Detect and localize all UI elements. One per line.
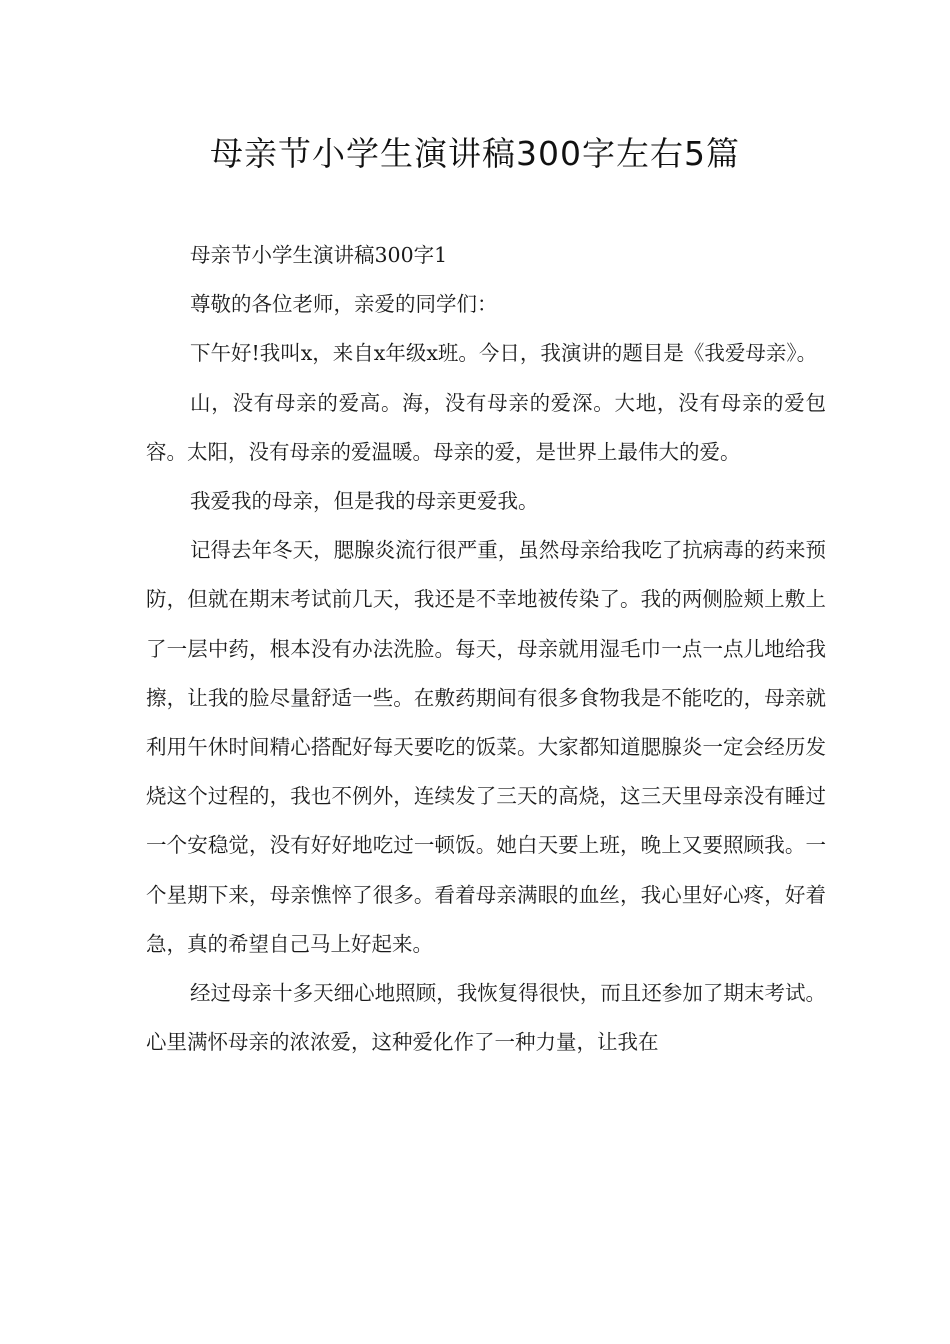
paragraph-story: 记得去年冬天，腮腺炎流行很严重，虽然母亲给我吃了抗病毒的药来预防，但就在期末考试前几天，我还是不幸地被传染了。我的两侧脸颊上敷上了一层中药，根本没有办法洗脸。每天，母亲就用湿毛巾一点一点儿地给我擦，让我的脸尽量舒适一些。在敷药期间有很多食物我是不能吃的，母亲就利用午休时间精心搭配好每天要吃的饭菜。大家都知道腮腺炎一定会经历发烧这个过程的，我也不例外，连续发了三天的高烧，这三天里母亲没有睡过一个安稳觉，没有好好地吃过一顿饭。她白天要上班，晚上又要照顾我。一个星期下来，母亲憔悴了很多。看着母亲满眼的血丝，我心里好心疼，好着急，真的希望自己马上好起来。: [146, 538, 826, 956]
paragraph-recovery: 经过母亲十多天细心地照顾，我恢复得很快，而且还参加了期末考试。心里满怀母亲的浓浓爱，这种爱化作了一种力量，让我在: [146, 981, 826, 1055]
paragraph-subtitle: 母亲节小学生演讲稿300字1: [190, 243, 448, 267]
paragraph-greeting: 尊敬的各位老师，亲爱的同学们：: [190, 292, 498, 317]
paragraph-comparison: 山，没有母亲的爱高。海，没有母亲的爱深。大地，没有母亲的爱包容。太阳，没有母亲的爱温暖。母亲的爱，是世界上最伟大的爱。: [146, 390, 826, 464]
document-body: [146, 231, 826, 1067]
document-title: 母亲节小学生演讲稿300字左右5篇: [210, 134, 740, 173]
paragraph-intro: 下午好!我叫x，来自x年级x班。今日，我演讲的题目是《我爱母亲》。: [190, 341, 818, 366]
paragraph-love-statement: 我爱我的母亲，但是我的母亲更爱我。: [190, 489, 539, 514]
